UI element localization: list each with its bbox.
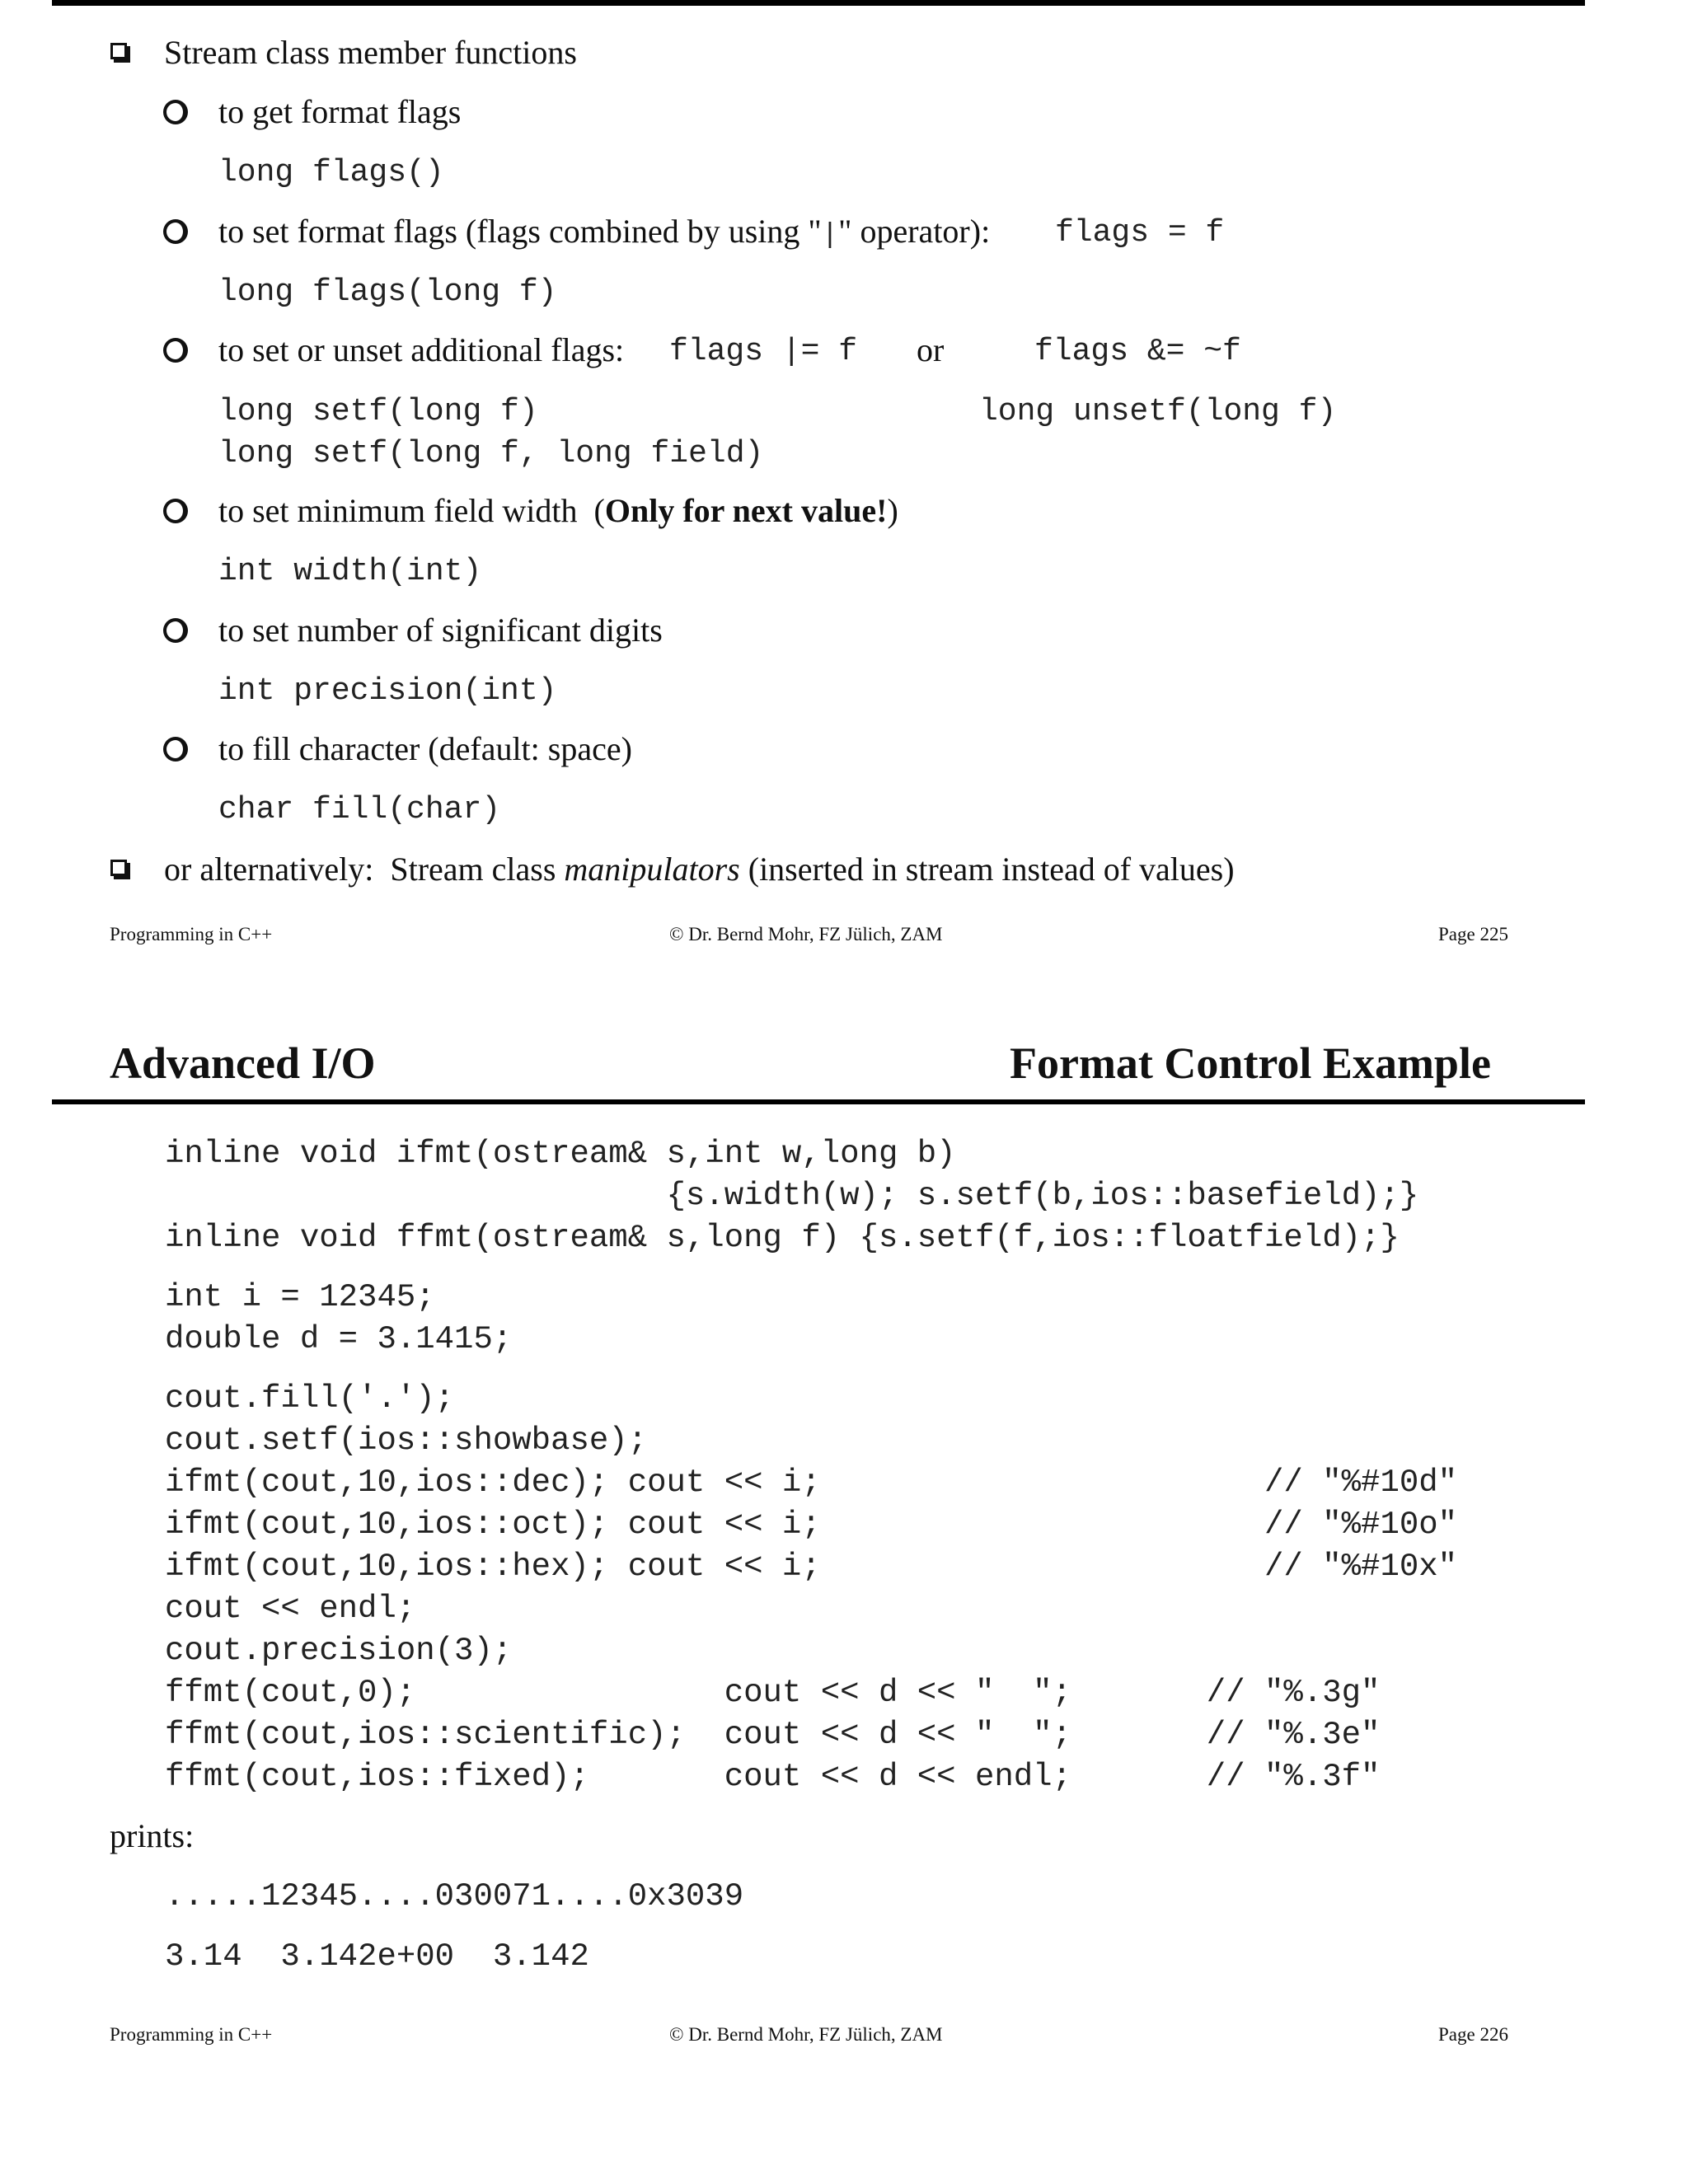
circle-bullet-icon bbox=[163, 219, 188, 244]
circle-bullet-icon bbox=[163, 618, 188, 643]
code-line: cout.fill('.'); bbox=[165, 1380, 455, 1417]
pipe-operator: | bbox=[821, 220, 839, 251]
footer-left: Programming in C++ bbox=[110, 2024, 273, 2045]
code-long-flags: long flags() bbox=[218, 155, 444, 190]
square-bullet-icon bbox=[110, 860, 127, 876]
sub-get-flags: to get format flags bbox=[218, 93, 462, 130]
bullet-manipulators bbox=[164, 850, 1235, 889]
output-line: 3.14 3.142e+00 3.142 bbox=[165, 1938, 589, 1975]
code-line: ffmt(cout,0); cout << d << " "; // "%.3g" bbox=[165, 1675, 1381, 1711]
code-unsetf: long unsetf(long f) bbox=[979, 394, 1337, 429]
code-setf: long setf(long f) bbox=[218, 394, 538, 429]
code-line: cout << endl; bbox=[165, 1591, 416, 1627]
code-line: ifmt(cout,10,ios::oct); cout << i; // "%#10o" bbox=[165, 1507, 1458, 1543]
or-label: or bbox=[917, 331, 945, 368]
code-line: inline void ffmt(ostream& s,long f) {s.setf(f,ios::floatfield);} bbox=[165, 1220, 1400, 1256]
code-setf-field: long setf(long f, long field) bbox=[218, 436, 764, 471]
footer-left: Programming in C++ bbox=[110, 924, 273, 944]
bullet-manipulators-italic: manipulators bbox=[564, 851, 740, 888]
code-flags-eq-f: flags = f bbox=[1055, 215, 1225, 251]
footer-center: © Dr. Bernd Mohr, FZ Jülich, ZAM bbox=[669, 2024, 943, 2045]
circle-bullet-icon bbox=[163, 100, 188, 124]
sub-set-unset: to set or unset additional flags: bbox=[218, 331, 625, 368]
top-rule bbox=[52, 0, 1585, 6]
code-fill: char fill(char) bbox=[218, 792, 501, 827]
circle-bullet-icon bbox=[163, 499, 188, 523]
prints-label: prints: bbox=[110, 1817, 195, 1854]
sub-precision: to set number of significant digits bbox=[218, 612, 663, 649]
code-line: cout.precision(3); bbox=[165, 1633, 513, 1669]
sub-field-width bbox=[218, 491, 898, 531]
circle-bullet-icon bbox=[163, 338, 188, 363]
square-bullet-icon bbox=[110, 43, 127, 59]
footer-page-number: Page 225 bbox=[1438, 924, 1508, 944]
code-long-flags-long: long flags(long f) bbox=[218, 274, 557, 310]
sub-field-width-bold: Only for next value! bbox=[604, 492, 888, 529]
page-title-right: Format Control Example bbox=[1010, 1038, 1491, 1088]
output-line: .....12345....030071....0x3039 bbox=[165, 1878, 744, 1915]
code-precision: int precision(int) bbox=[218, 673, 557, 709]
code-line: double d = 3.1415; bbox=[165, 1321, 513, 1357]
code-line: ffmt(cout,ios::scientific); cout << d << " "; // "%.3e" bbox=[165, 1717, 1381, 1753]
sub-field-width-text: to set minimum field width ( bbox=[218, 492, 605, 529]
code-line: ifmt(cout,10,ios::hex); cout << i; // "%#10x" bbox=[165, 1549, 1458, 1585]
footer-center: © Dr. Bernd Mohr, FZ Jülich, ZAM bbox=[669, 924, 943, 944]
code-line: inline void ifmt(ostream& s,int w,long b) bbox=[165, 1136, 956, 1172]
page-title-left: Advanced I/O bbox=[110, 1038, 376, 1088]
code-flags-and-eq: flags &= ~f bbox=[1034, 334, 1241, 369]
code-line: int i = 12345; bbox=[165, 1279, 435, 1315]
sub-set-flags-text-after: " operator): bbox=[838, 213, 991, 250]
code-line: {s.width(w); s.setf(b,ios::basefield);} bbox=[165, 1178, 1419, 1214]
footer-page-number: Page 226 bbox=[1438, 2024, 1508, 2045]
title-rule bbox=[52, 1099, 1585, 1104]
bullet-member-functions: Stream class member functions bbox=[164, 34, 577, 71]
code-line: cout.setf(ios::showbase); bbox=[165, 1422, 648, 1459]
code-flags-or-eq: flags |= f bbox=[669, 334, 858, 369]
sub-fill: to fill character (default: space) bbox=[218, 730, 632, 767]
circle-bullet-icon bbox=[163, 737, 188, 762]
code-line: ffmt(cout,ios::fixed); cout << d << endl; // "%.3f" bbox=[165, 1759, 1381, 1795]
sub-field-width-end: ) bbox=[887, 492, 898, 529]
sub-set-flags-text: to set format flags (flags combined by using " bbox=[218, 213, 822, 250]
bullet-manipulators-before: or alternatively: Stream class bbox=[164, 851, 565, 888]
code-width: int width(int) bbox=[218, 554, 482, 589]
bullet-manipulators-after: (inserted in stream instead of values) bbox=[739, 851, 1235, 888]
code-line: ifmt(cout,10,ios::dec); cout << i; // "%#10d" bbox=[165, 1465, 1458, 1501]
sub-set-flags bbox=[218, 212, 990, 255]
